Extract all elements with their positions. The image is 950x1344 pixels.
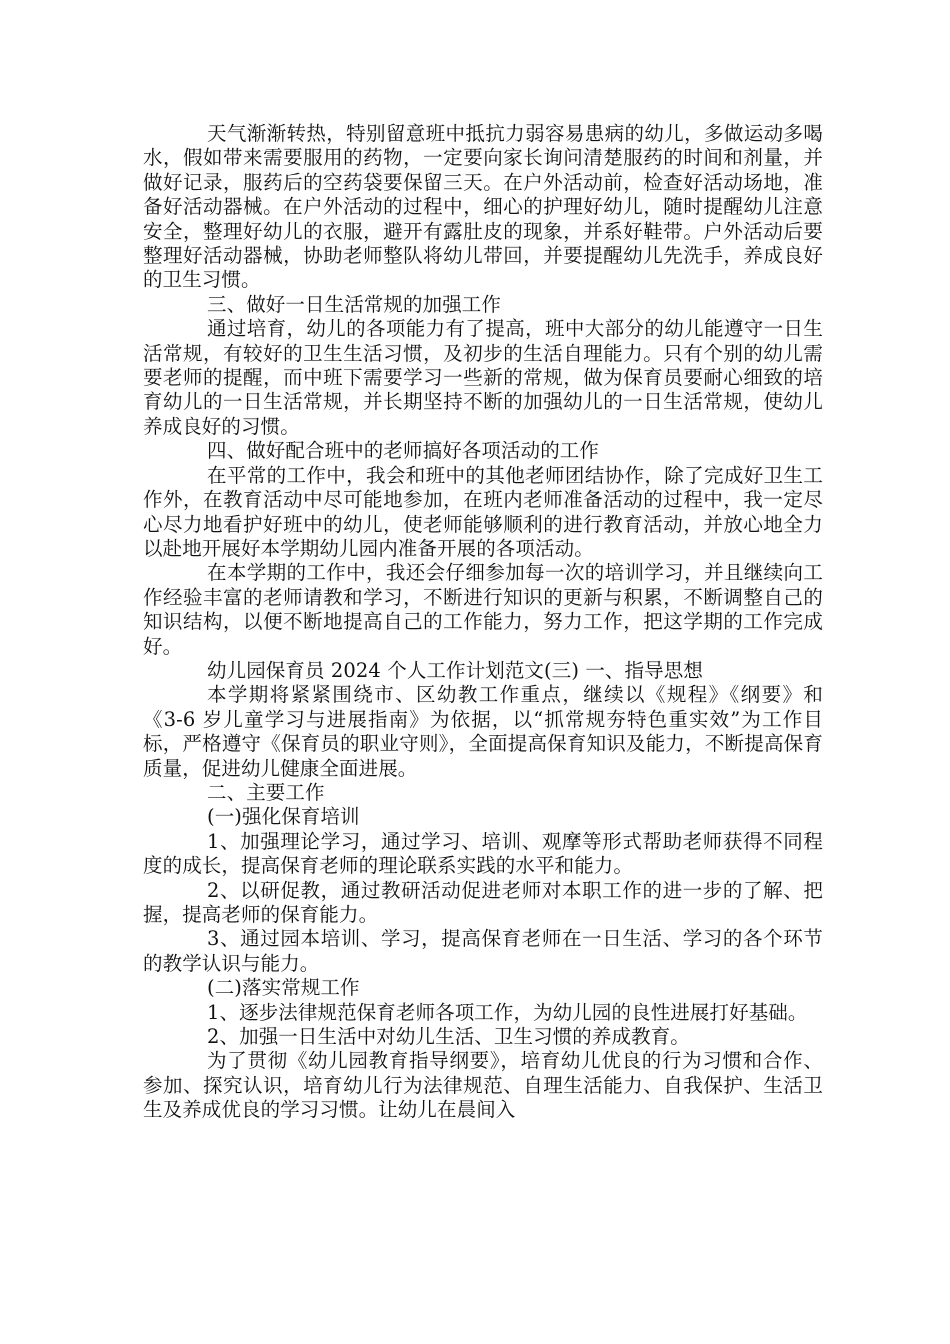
section-heading-3: 三、做好一日生活常规的加强工作	[207, 292, 502, 316]
list-item-1: 1、加强理论学习，通过学习、培训、观摩等形式帮助老师获得不同程度的成长，提高保育老师的理论联系实践的水平和能力。	[143, 829, 823, 878]
section-heading-4: 四、做好配合班中的老师搞好各项活动的工作	[207, 439, 600, 463]
list-item-4: 1、逐步法律规范保育老师各项工作，为幼儿园的良性进展打好基础。	[207, 1000, 808, 1024]
paragraph-cooperation: 在平常的工作中，我会和班中的其他老师团结协作，除了完成好卫生工作外，在教育活动中尽可能地参加，在班内老师准备活动的过程中，我一定尽心尽力地看护好班中的幼儿，使老师能够顺利的进行教育活动，并放心地全力以赴地开展好本学期幼儿园内准备开展的各项活动。	[143, 463, 823, 560]
list-item-3: 3、通过园本培训、学习，提高保育老师在一日生活、学习的各个环节的教学认识与能力。	[143, 927, 823, 975]
section-heading-main-work: 二、主要工作	[207, 780, 325, 804]
list-item-5: 2、加强一日生活中对幼儿生活、卫生习惯的养成教育。	[207, 1025, 690, 1049]
document-body	[143, 122, 823, 1123]
paragraph-health-care: 天气渐渐转热，特别留意班中抵抗力弱容易患病的幼儿，多做运动多喝水，假如带来需要服用的药物，一定要向家长询问清楚服药的时间和剂量，并做好记录，服药后的空药袋要保留三天。在户外活动前，检查好活动场地，准备好活动器械。在户外活动的过程中，细心的护理好幼儿，随时提醒幼儿注意安全，整理好幼儿的衣服，避开有露肚皮的现象，并系好鞋带。户外活动后要整理好活动器械，协助老师整队将幼儿带回，并要提醒幼儿先洗手，养成良好的卫生习惯。	[143, 122, 823, 292]
plan-title-heading: 幼儿园保育员 2024 个人工作计划范文(三) 一、指导思想	[207, 658, 703, 682]
paragraph-daily-routine: 通过培育，幼儿的各项能力有了提高，班中大部分的幼儿能遵守一日生活常规，有较好的卫生生活习惯，及初步的生活自理能力。只有个别的幼儿需要老师的提醒，而中班下需要学习一些新的常规，做为保育员要耐心细致的培育幼儿的一日生活常规，并长期坚持不断的加强幼儿的一日生活常规，使幼儿养成良好的习惯。	[143, 317, 823, 438]
paragraph-guiding-thought: 本学期将紧紧围绕市、区幼教工作重点，继续以《规程》《纲要》和《3-6 岁儿童学习与进展指南》为依据，以“抓常规夯特色重实效”为工作目标，严格遵守《保育员的职业守则》，全面提高保育知识及能力，不断提高保育质量，促进幼儿健康全面进展。	[143, 683, 823, 780]
subsection-heading-1: (一)强化保育培训	[207, 805, 360, 829]
paragraph-training: 在本学期的工作中，我还会仔细参加每一次的培训学习，并且继续向工作经验丰富的老师请教和学习，不断进行知识的更新与积累，不断调整自己的知识结构，以便不断地提高自己的工作能力，努力工作，把这学期的工作完成好。	[143, 561, 823, 658]
list-item-2: 2、以研促教，通过教研活动促进老师对本职工作的进一步的了解、把握，提高老师的保育能力。	[143, 878, 823, 926]
subsection-heading-2: (二)落实常规工作	[207, 976, 360, 1000]
paragraph-habits: 为了贯彻《幼儿园教育指导纲要》，培育幼儿优良的行为习惯和合作、参加、探究认识，培育幼儿行为法律规范、自理生活能力、自我保护、生活卫生及养成优良的学习习惯。让幼儿在晨间入	[143, 1049, 823, 1122]
